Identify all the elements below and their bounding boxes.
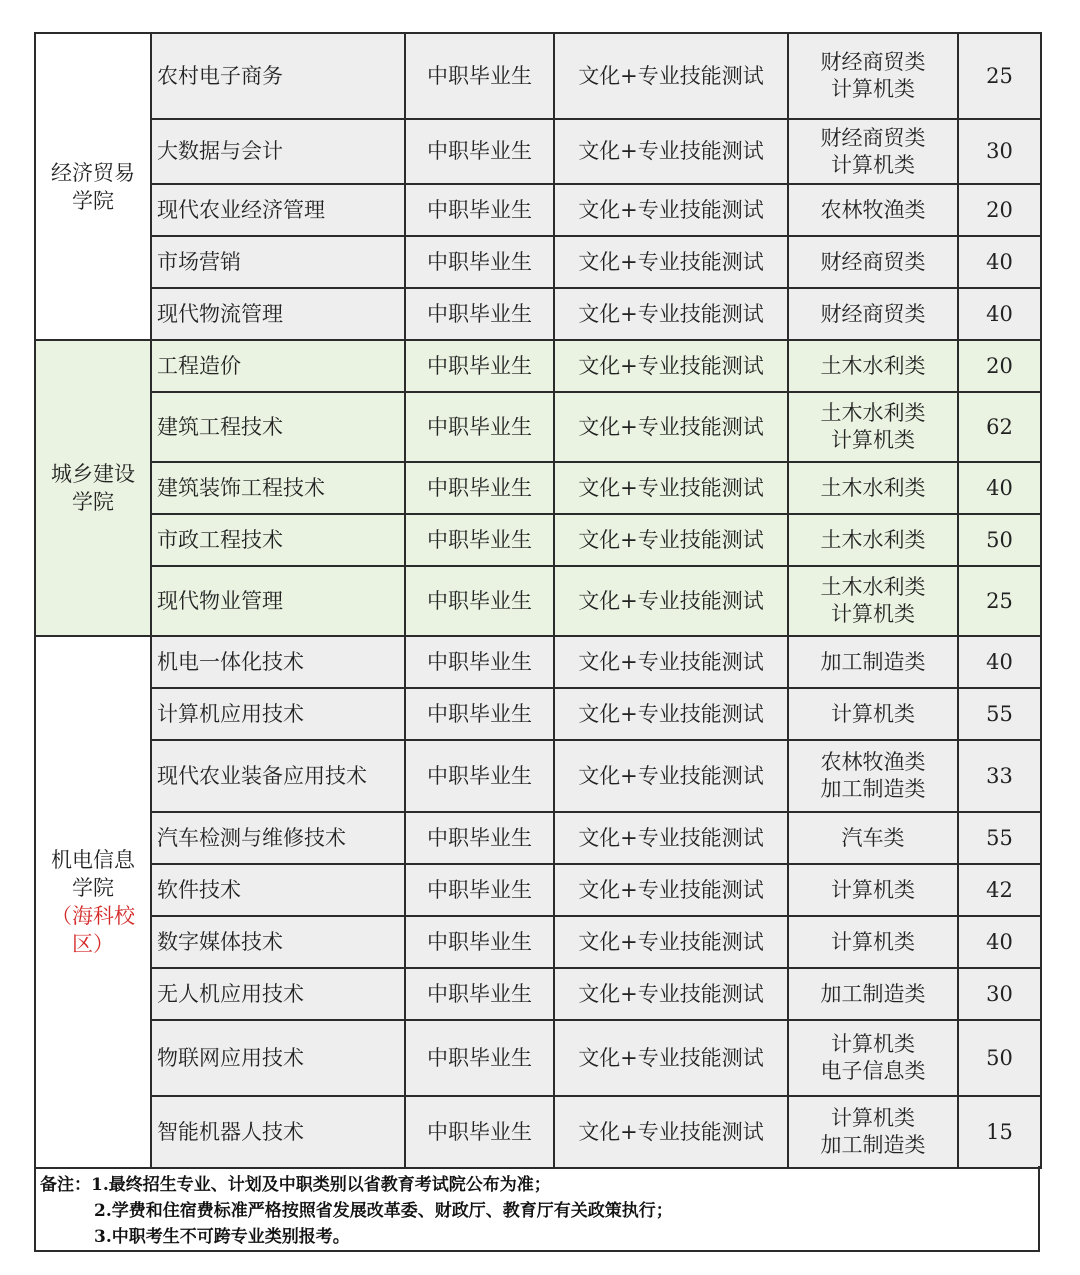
exam-cell: 文化+专业技能测试 [554, 1096, 788, 1168]
source-cell: 中职毕业生 [405, 864, 554, 916]
major-cell: 软件技术 [151, 864, 405, 916]
category-cell [788, 864, 958, 916]
exam-cell: 文化+专业技能测试 [554, 288, 788, 340]
table-row [35, 1096, 1041, 1168]
category-line: 加工制造类 [820, 981, 926, 1006]
major-cell: 数字媒体技术 [151, 916, 405, 968]
plan-count-cell: 30 [958, 119, 1041, 184]
plan-count-cell: 15 [958, 1096, 1041, 1168]
major-cell: 无人机应用技术 [151, 968, 405, 1020]
source-cell: 中职毕业生 [405, 812, 554, 864]
category-cell [788, 916, 958, 968]
category-line: 计算机类 [831, 877, 915, 902]
plan-count-cell: 42 [958, 864, 1041, 916]
category-cell [788, 392, 958, 462]
category-line: 计算机类 [831, 77, 915, 101]
source-cell: 中职毕业生 [405, 566, 554, 636]
major-cell: 汽车检测与维修技术 [151, 812, 405, 864]
plan-count-cell: 20 [958, 184, 1041, 236]
major-cell: 市政工程技术 [151, 514, 405, 566]
table-row [35, 740, 1041, 812]
source-cell: 中职毕业生 [405, 119, 554, 184]
plan-count-cell: 20 [958, 340, 1041, 392]
exam-cell: 文化+专业技能测试 [554, 812, 788, 864]
table-row [35, 236, 1041, 288]
plan-count-cell: 55 [958, 688, 1041, 740]
category-line: 财经商贸类 [820, 249, 926, 274]
exam-cell: 文化+专业技能测试 [554, 514, 788, 566]
source-cell: 中职毕业生 [405, 288, 554, 340]
plan-count-cell: 50 [958, 514, 1041, 566]
category-line: 土木水利类 [820, 353, 926, 378]
major-cell: 物联网应用技术 [151, 1020, 405, 1096]
category-cell [788, 236, 958, 288]
source-cell: 中职毕业生 [405, 968, 554, 1020]
category-cell [788, 340, 958, 392]
note-line-1: 备注：1.最终招生专业、计划及中职类别以省教育考试院公布为准； [40, 1175, 551, 1195]
college-name-line: 学院 [72, 490, 114, 514]
note-line-3: 3.中职考生不可跨专业类别报考。 [94, 1227, 350, 1247]
major-cell: 智能机器人技术 [151, 1096, 405, 1168]
exam-cell: 文化+专业技能测试 [554, 864, 788, 916]
source-cell: 中职毕业生 [405, 184, 554, 236]
category-cell [788, 740, 958, 812]
plan-count-cell: 40 [958, 916, 1041, 968]
campus-note-line: 区） [72, 932, 114, 956]
source-cell: 中职毕业生 [405, 392, 554, 462]
exam-cell: 文化+专业技能测试 [554, 462, 788, 514]
table-row [35, 688, 1041, 740]
category-cell [788, 1096, 958, 1168]
category-cell [788, 514, 958, 566]
exam-cell: 文化+专业技能测试 [554, 566, 788, 636]
category-line: 计算机类 [831, 1032, 915, 1056]
table-row [35, 462, 1041, 514]
category-cell [788, 636, 958, 688]
major-cell: 现代物流管理 [151, 288, 405, 340]
source-cell: 中职毕业生 [405, 740, 554, 812]
table-row [35, 119, 1041, 184]
source-cell: 中职毕业生 [405, 1096, 554, 1168]
category-cell [788, 288, 958, 340]
exam-cell: 文化+专业技能测试 [554, 636, 788, 688]
category-line: 电子信息类 [820, 1059, 926, 1083]
category-line: 财经商贸类 [820, 301, 926, 326]
source-cell: 中职毕业生 [405, 916, 554, 968]
table-row [35, 288, 1041, 340]
major-cell: 大数据与会计 [151, 119, 405, 184]
category-cell [788, 184, 958, 236]
plan-count-cell: 55 [958, 812, 1041, 864]
source-cell: 中职毕业生 [405, 514, 554, 566]
category-line: 汽车类 [841, 825, 905, 850]
category-line: 加工制造类 [820, 777, 926, 801]
exam-cell: 文化+专业技能测试 [554, 236, 788, 288]
campus-note-line: （海科校 [51, 904, 135, 928]
source-cell: 中职毕业生 [405, 236, 554, 288]
category-line: 土木水利类 [820, 527, 926, 552]
exam-cell: 文化+专业技能测试 [554, 1020, 788, 1096]
category-line: 加工制造类 [820, 649, 926, 674]
table-row [35, 968, 1041, 1020]
major-cell: 市场营销 [151, 236, 405, 288]
plan-count-cell: 40 [958, 288, 1041, 340]
college-name-line: 学院 [72, 188, 114, 213]
table-row [35, 514, 1041, 566]
source-cell: 中职毕业生 [405, 340, 554, 392]
exam-cell: 文化+专业技能测试 [554, 33, 788, 119]
category-line: 计算机类 [831, 701, 915, 726]
table-row [35, 636, 1041, 688]
note-line-2: 2.学费和住宿费标准严格按照省发展改革委、财政厅、教育厅有关政策执行； [94, 1201, 673, 1221]
exam-cell: 文化+专业技能测试 [554, 392, 788, 462]
exam-cell: 文化+专业技能测试 [554, 340, 788, 392]
source-cell: 中职毕业生 [405, 688, 554, 740]
exam-cell: 文化+专业技能测试 [554, 184, 788, 236]
college-name-line: 学院 [72, 876, 114, 900]
category-line: 土木水利类 [820, 401, 926, 425]
category-line: 土木水利类 [820, 575, 926, 599]
table-row [35, 340, 1041, 392]
plan-count-cell: 40 [958, 462, 1041, 514]
college-cell [35, 33, 151, 340]
exam-cell: 文化+专业技能测试 [554, 740, 788, 812]
plan-count-cell: 62 [958, 392, 1041, 462]
source-cell: 中职毕业生 [405, 1020, 554, 1096]
major-cell: 现代农业装备应用技术 [151, 740, 405, 812]
category-cell [788, 119, 958, 184]
exam-cell: 文化+专业技能测试 [554, 688, 788, 740]
exam-cell: 文化+专业技能测试 [554, 119, 788, 184]
college-name-line: 机电信息 [51, 848, 135, 872]
major-cell: 现代物业管理 [151, 566, 405, 636]
college-name-line: 城乡建设 [51, 462, 135, 486]
plan-count-cell: 30 [958, 968, 1041, 1020]
category-line: 计算机类 [831, 1106, 915, 1130]
table-row [35, 184, 1041, 236]
source-cell: 中职毕业生 [405, 636, 554, 688]
plan-count-cell: 25 [958, 566, 1041, 636]
category-line: 计算机类 [831, 428, 915, 452]
category-cell [788, 1020, 958, 1096]
major-cell: 现代农业经济管理 [151, 184, 405, 236]
table-row [35, 1020, 1041, 1096]
category-cell [788, 812, 958, 864]
category-line: 财经商贸类 [820, 125, 926, 150]
major-cell: 建筑工程技术 [151, 392, 405, 462]
major-cell: 建筑装饰工程技术 [151, 462, 405, 514]
category-cell [788, 968, 958, 1020]
notes-box [34, 1166, 1040, 1252]
category-line: 加工制造类 [820, 1133, 926, 1157]
category-line: 计算机类 [831, 929, 915, 954]
enrollment-plan-table [34, 32, 1042, 1169]
table-body [35, 33, 1041, 1168]
plan-count-cell: 40 [958, 636, 1041, 688]
category-line: 农林牧渔类 [820, 750, 926, 774]
category-cell [788, 688, 958, 740]
category-cell [788, 462, 958, 514]
college-cell [35, 636, 151, 1168]
category-line: 土木水利类 [820, 475, 926, 500]
plan-count-cell: 33 [958, 740, 1041, 812]
major-cell: 机电一体化技术 [151, 636, 405, 688]
category-cell [788, 33, 958, 119]
category-line: 财经商贸类 [820, 50, 926, 74]
major-cell: 工程造价 [151, 340, 405, 392]
category-cell [788, 566, 958, 636]
college-name-line: 经济贸易 [51, 160, 135, 185]
plan-count-cell: 40 [958, 236, 1041, 288]
table-row [35, 33, 1041, 119]
table-row [35, 392, 1041, 462]
table-row [35, 812, 1041, 864]
table-row [35, 566, 1041, 636]
source-cell: 中职毕业生 [405, 462, 554, 514]
major-cell: 计算机应用技术 [151, 688, 405, 740]
category-line: 计算机类 [831, 152, 915, 177]
exam-cell: 文化+专业技能测试 [554, 916, 788, 968]
source-cell: 中职毕业生 [405, 33, 554, 119]
plan-count-cell: 50 [958, 1020, 1041, 1096]
plan-count-cell: 25 [958, 33, 1041, 119]
major-cell: 农村电子商务 [151, 33, 405, 119]
college-cell [35, 340, 151, 636]
table-row [35, 916, 1041, 968]
category-line: 农林牧渔类 [820, 197, 926, 222]
category-line: 计算机类 [831, 602, 915, 626]
table-row [35, 864, 1041, 916]
exam-cell: 文化+专业技能测试 [554, 968, 788, 1020]
